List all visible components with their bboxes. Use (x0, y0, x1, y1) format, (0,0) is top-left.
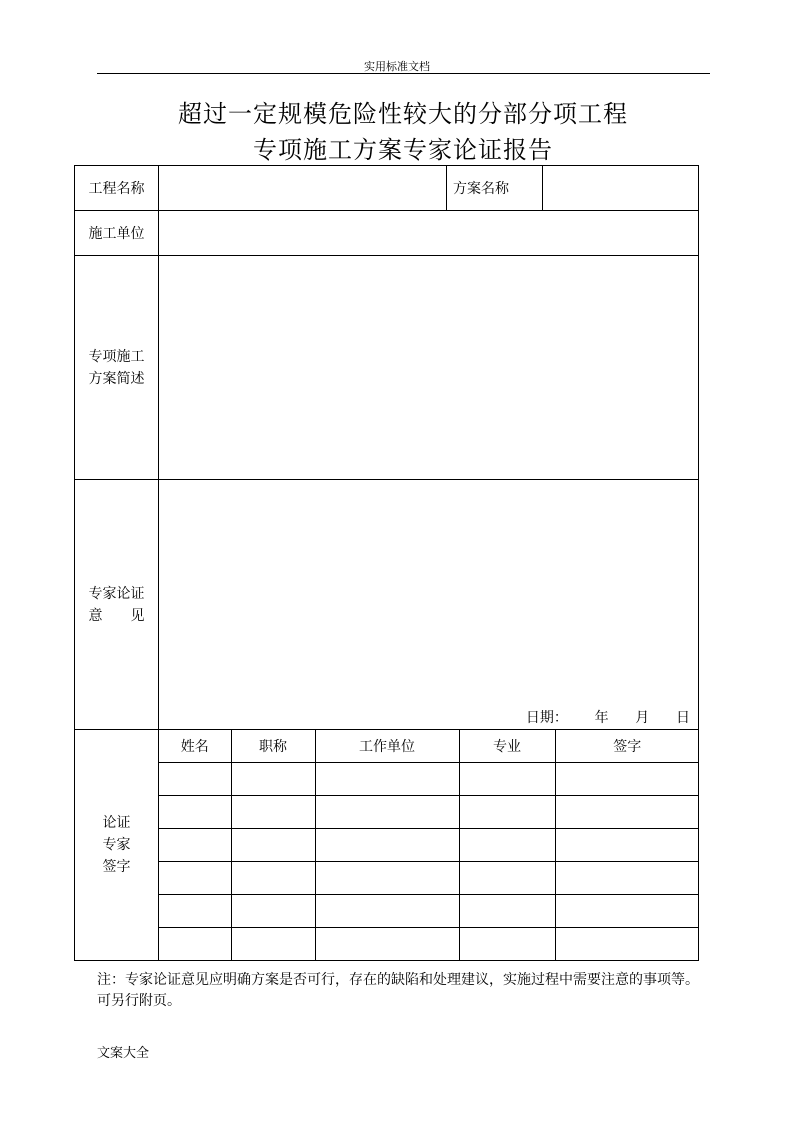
expert-signature-label-line-1: 论证 (102, 815, 131, 831)
table-row (159, 895, 699, 928)
title-line-1: 超过一定规模危险性较大的分部分项工程 (178, 100, 628, 128)
table-row (159, 928, 699, 961)
form-note: 注：专家论证意见应明确方案是否可行，存在的缺陷和处理建议，实施过程中需要注意的事项等。可另行附页。 (97, 972, 699, 1009)
construction-unit-label: 施工单位 (75, 211, 159, 256)
expert-signature-label (75, 730, 159, 961)
signature-cell[interactable] (555, 928, 699, 961)
name-cell[interactable] (159, 829, 231, 862)
title-cell[interactable] (231, 862, 315, 895)
work-unit-cell[interactable] (315, 928, 459, 961)
work-unit-cell[interactable] (315, 763, 459, 796)
specialty-cell[interactable] (459, 895, 555, 928)
project-name-label: 工程名称 (75, 166, 159, 211)
table-row (159, 796, 699, 829)
expert-opinion-label (75, 480, 159, 730)
title-cell[interactable] (231, 829, 315, 862)
signature-table (159, 730, 699, 960)
project-name-field[interactable] (159, 166, 447, 211)
title-cell[interactable] (231, 796, 315, 829)
signature-cell[interactable] (555, 862, 699, 895)
signature-cell[interactable] (555, 763, 699, 796)
work-unit-cell[interactable] (315, 862, 459, 895)
table-row (159, 829, 699, 862)
plan-name-label: 方案名称 (447, 166, 543, 211)
plan-summary-label-line-1: 专项施工 (88, 348, 145, 365)
page-header: 实用标准文档 (364, 60, 430, 73)
title-line-2: 专项施工方案专家论证报告 (253, 136, 553, 164)
plan-summary-label (75, 256, 159, 480)
header-divider (97, 73, 710, 74)
column-header-title: 职称 (231, 730, 315, 763)
specialty-cell[interactable] (459, 862, 555, 895)
expert-signature-label-line-2: 专家 (102, 837, 131, 853)
construction-unit-field[interactable] (159, 211, 699, 256)
title-cell[interactable] (231, 928, 315, 961)
page-footer: 文案大全 (97, 1046, 150, 1061)
report-form (74, 165, 699, 961)
title-cell[interactable] (231, 763, 315, 796)
title-cell[interactable] (231, 895, 315, 928)
expert-opinion-label-line-1: 专家论证 (88, 585, 145, 602)
signature-cell[interactable] (555, 796, 699, 829)
signature-cell[interactable] (555, 895, 699, 928)
name-cell[interactable] (159, 763, 231, 796)
expert-signature-area (159, 730, 699, 961)
column-header-signature: 签字 (555, 730, 699, 763)
expert-opinion-label-line-2: 意 见 (88, 607, 145, 624)
signature-header-row (159, 730, 699, 763)
name-cell[interactable] (159, 862, 231, 895)
column-header-work-unit: 工作单位 (315, 730, 459, 763)
work-unit-cell[interactable] (315, 895, 459, 928)
date-line: 日期： 年 月 日 (525, 710, 690, 726)
expert-signature-label-line-3: 签字 (102, 859, 131, 875)
plan-name-field[interactable] (543, 166, 699, 211)
work-unit-cell[interactable] (315, 796, 459, 829)
expert-opinion-field[interactable] (159, 480, 699, 730)
table-row (159, 763, 699, 796)
name-cell[interactable] (159, 928, 231, 961)
name-cell[interactable] (159, 895, 231, 928)
specialty-cell[interactable] (459, 928, 555, 961)
column-header-specialty: 专业 (459, 730, 555, 763)
signature-cell[interactable] (555, 829, 699, 862)
plan-summary-field[interactable] (159, 256, 699, 480)
table-row (159, 862, 699, 895)
specialty-cell[interactable] (459, 829, 555, 862)
plan-summary-label-line-2: 方案简述 (88, 370, 145, 387)
column-header-name: 姓名 (159, 730, 231, 763)
specialty-cell[interactable] (459, 763, 555, 796)
specialty-cell[interactable] (459, 796, 555, 829)
name-cell[interactable] (159, 796, 231, 829)
work-unit-cell[interactable] (315, 829, 459, 862)
